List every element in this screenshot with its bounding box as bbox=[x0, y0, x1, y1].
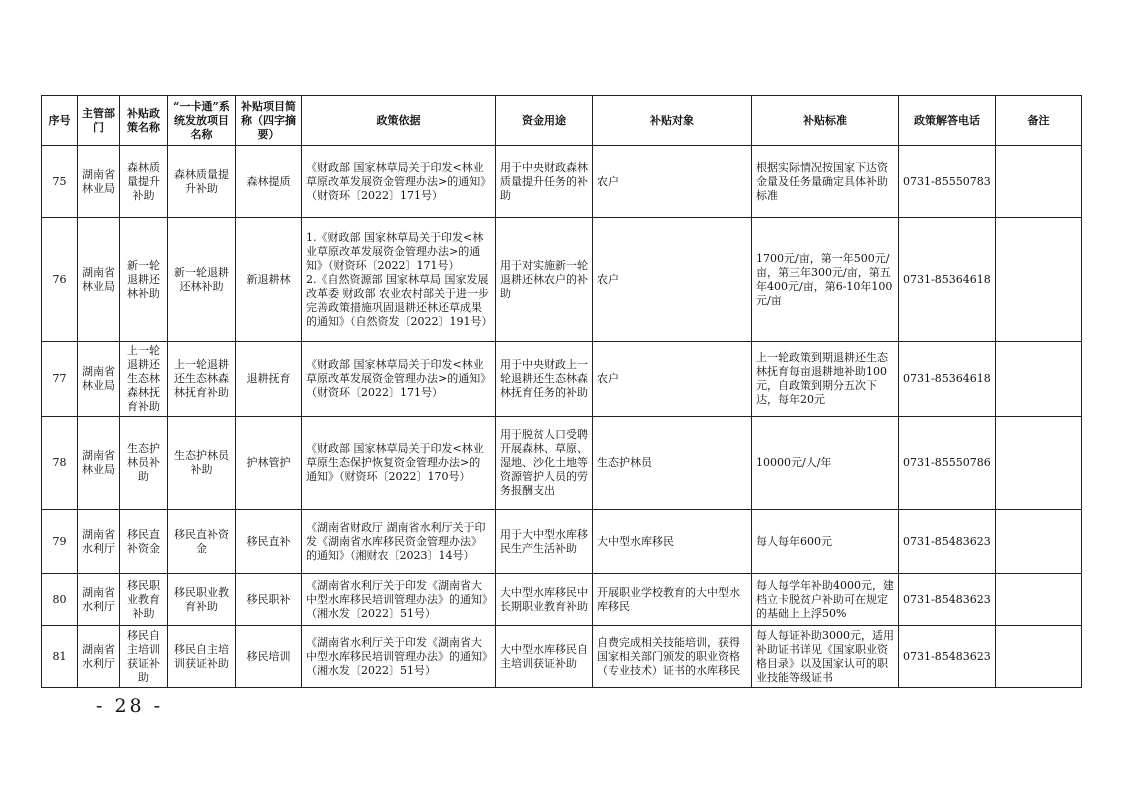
cell-policy: 移民自主培训获证补助 bbox=[120, 626, 168, 688]
cell-note bbox=[996, 626, 1082, 688]
cell-dept: 湖南省林业局 bbox=[78, 218, 120, 342]
cell-usage: 大中型水库移民自主培训获证补助 bbox=[496, 626, 593, 688]
cell-standard: 上一轮政策到期退耕还生态林抚育每亩退耕地补助100元，自政策到期分五次下达，每年20元 bbox=[752, 342, 899, 417]
cell-abbr: 移民职补 bbox=[236, 574, 302, 626]
cell-target: 农户 bbox=[593, 146, 752, 218]
table-row bbox=[42, 342, 1082, 417]
header-target: 补贴对象 bbox=[593, 96, 752, 146]
cell-note bbox=[996, 342, 1082, 417]
cell-policy: 森林质量提升补助 bbox=[120, 146, 168, 218]
cell-note bbox=[996, 146, 1082, 218]
cell-usage: 用于脱贫人口受聘开展森林、草原、湿地、沙化土地等资源管护人员的劳务报酬支出 bbox=[496, 417, 593, 510]
cell-usage: 用于对实施新一轮退耕还林农户的补助 bbox=[496, 218, 593, 342]
cell-target: 大中型水库移民 bbox=[593, 510, 752, 574]
cell-policy: 生态护林员补助 bbox=[120, 417, 168, 510]
cell-dept: 湖南省林业局 bbox=[78, 342, 120, 417]
cell-standard: 每人每年600元 bbox=[752, 510, 899, 574]
table-row bbox=[42, 146, 1082, 218]
cell-phone: 0731-85550786 bbox=[899, 417, 996, 510]
cell-note bbox=[996, 574, 1082, 626]
cell-item: 移民职业教育补助 bbox=[168, 574, 236, 626]
table-header-row bbox=[42, 96, 1082, 146]
cell-no: 80 bbox=[42, 574, 78, 626]
cell-usage: 大中型水库移民中长期职业教育补助 bbox=[496, 574, 593, 626]
cell-abbr: 退耕抚育 bbox=[236, 342, 302, 417]
header-usage: 资金用途 bbox=[496, 96, 593, 146]
table-row bbox=[42, 574, 1082, 626]
cell-policy: 新一轮退耕还林补助 bbox=[120, 218, 168, 342]
cell-standard: 10000元/人/年 bbox=[752, 417, 899, 510]
cell-phone: 0731-85483623 bbox=[899, 510, 996, 574]
policy-table bbox=[41, 95, 1082, 688]
cell-basis: 《财政部 国家林草局关于印发<林业草原改革发展资金管理办法>的通知》（财资环〔2022〕171号） bbox=[302, 342, 496, 417]
cell-standard: 每人每证补助3000元，适用补助证书详见《国家职业资格目录》以及国家认可的职业技能等级证书 bbox=[752, 626, 899, 688]
header-no: 序号 bbox=[42, 96, 78, 146]
cell-no: 78 bbox=[42, 417, 78, 510]
cell-basis: 《湖南省财政厅 湖南省水利厅关于印发《湖南省水库移民资金管理办法》的通知》（湘财农〔2023〕14号） bbox=[302, 510, 496, 574]
cell-basis: 《财政部 国家林草局关于印发<林业草原生态保护恢复资金管理办法>的通知》（财资环〔2022〕170号） bbox=[302, 417, 496, 510]
cell-target: 农户 bbox=[593, 342, 752, 417]
table-row bbox=[42, 218, 1082, 342]
cell-usage: 用于中央财政森林质量提升任务的补助 bbox=[496, 146, 593, 218]
cell-item: 新一轮退耕还林补助 bbox=[168, 218, 236, 342]
cell-standard: 每人每学年补助4000元，建档立卡脱贫户补助可在规定的基础上上浮50% bbox=[752, 574, 899, 626]
header-item: “一卡通”系统发放项目名称 bbox=[168, 96, 236, 146]
cell-phone: 0731-85364618 bbox=[899, 342, 996, 417]
cell-phone: 0731-85550783 bbox=[899, 146, 996, 218]
cell-policy: 移民职业教育补助 bbox=[120, 574, 168, 626]
cell-item: 移民自主培训获证补助 bbox=[168, 626, 236, 688]
header-policy: 补贴政策名称 bbox=[120, 96, 168, 146]
cell-phone: 0731-85483623 bbox=[899, 574, 996, 626]
cell-target: 生态护林员 bbox=[593, 417, 752, 510]
cell-abbr: 新退耕林 bbox=[236, 218, 302, 342]
cell-policy: 移民直补资金 bbox=[120, 510, 168, 574]
cell-note bbox=[996, 510, 1082, 574]
cell-target: 开展职业学校教育的大中型水库移民 bbox=[593, 574, 752, 626]
cell-no: 75 bbox=[42, 146, 78, 218]
cell-abbr: 护林管护 bbox=[236, 417, 302, 510]
cell-item: 移民直补资金 bbox=[168, 510, 236, 574]
cell-usage: 用于中央财政上一轮退耕还生态林森林抚育任务的补助 bbox=[496, 342, 593, 417]
header-dept: 主管部门 bbox=[78, 96, 120, 146]
header-phone: 政策解答电话 bbox=[899, 96, 996, 146]
cell-dept: 湖南省水利厅 bbox=[78, 574, 120, 626]
cell-no: 77 bbox=[42, 342, 78, 417]
cell-note bbox=[996, 218, 1082, 342]
cell-abbr: 移民直补 bbox=[236, 510, 302, 574]
header-standard: 补贴标准 bbox=[752, 96, 899, 146]
cell-target: 农户 bbox=[593, 218, 752, 342]
cell-basis: 1.《财政部 国家林草局关于印发<林业草原改革发展资金管理办法>的通知》（财资环〔2022〕171号） 2.《自然资源部 国家林草局 国家发展改革委 财政部 农业农村部关于进一步完善政策措施巩固退耕还林还草成果的通知》（自然资发〔2022〕191号） bbox=[302, 218, 496, 342]
cell-no: 79 bbox=[42, 510, 78, 574]
cell-dept: 湖南省水利厅 bbox=[78, 510, 120, 574]
cell-item: 森林质量提升补助 bbox=[168, 146, 236, 218]
page-number: - 28 - bbox=[96, 695, 164, 717]
cell-basis: 《财政部 国家林草局关于印发<林业草原改革发展资金管理办法>的通知》（财资环〔2022〕171号） bbox=[302, 146, 496, 218]
cell-abbr: 移民培训 bbox=[236, 626, 302, 688]
table-row bbox=[42, 510, 1082, 574]
table-row bbox=[42, 417, 1082, 510]
cell-basis: 《湖南省水利厅关于印发《湖南省大中型水库移民培训管理办法》的通知》（湘水发〔2022〕51号） bbox=[302, 626, 496, 688]
header-abbr: 补贴项目简称（四字摘要） bbox=[236, 96, 302, 146]
cell-policy: 上一轮退耕还生态林森林抚育补助 bbox=[120, 342, 168, 417]
cell-phone: 0731-85364618 bbox=[899, 218, 996, 342]
header-basis: 政策依据 bbox=[302, 96, 496, 146]
table-row bbox=[42, 626, 1082, 688]
cell-dept: 湖南省林业局 bbox=[78, 146, 120, 218]
cell-item: 上一轮退耕还生态林森林抚育补助 bbox=[168, 342, 236, 417]
cell-dept: 湖南省林业局 bbox=[78, 417, 120, 510]
cell-standard: 根据实际情况按国家下达资金量及任务量确定具体补助标准 bbox=[752, 146, 899, 218]
header-note: 备注 bbox=[996, 96, 1082, 146]
cell-basis: 《湖南省水利厅关于印发《湖南省大中型水库移民培训管理办法》的通知》（湘水发〔2022〕51号） bbox=[302, 574, 496, 626]
cell-target: 自费完成相关技能培训，获得国家相关部门颁发的职业资格（专业技术）证书的水库移民 bbox=[593, 626, 752, 688]
cell-item: 生态护林员补助 bbox=[168, 417, 236, 510]
cell-abbr: 森林提质 bbox=[236, 146, 302, 218]
cell-no: 81 bbox=[42, 626, 78, 688]
cell-note bbox=[996, 417, 1082, 510]
cell-dept: 湖南省水利厅 bbox=[78, 626, 120, 688]
cell-phone: 0731-85483623 bbox=[899, 626, 996, 688]
cell-usage: 用于大中型水库移民生产生活补助 bbox=[496, 510, 593, 574]
cell-standard: 1700元/亩，第一年500元/亩，第三年300元/亩，第五年400元/亩，第6-10年100元/亩 bbox=[752, 218, 899, 342]
cell-no: 76 bbox=[42, 218, 78, 342]
